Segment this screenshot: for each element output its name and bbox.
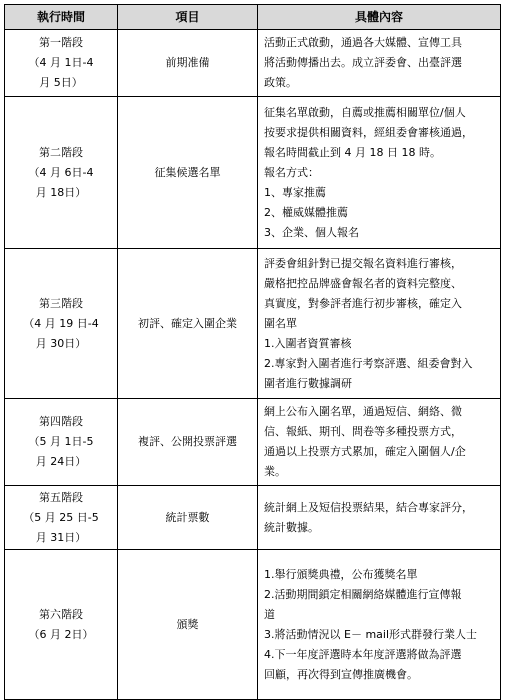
stage-date: （6 月 2日） [28,627,94,641]
detail-line: 活動正式啟動，通過各大媒體、宣傳工具 [264,36,462,49]
header-execution-time: 執行時間 [5,5,118,30]
detail-line: 征集名單啟動，自薦或推薦相關單位/個人 [264,105,466,119]
table-row [5,97,501,249]
stage-label: 第五階段 [39,490,83,504]
detail-line: 將活動傳播出去。成立評委會、出臺評選 [264,56,462,69]
detail-line: 2.專家對入圍者進行考察評選、組委會對入 [264,356,473,370]
detail-line: 業。 [264,465,286,478]
table-row [5,399,501,486]
detail-line: 2.活動期間鎖定相關網絡媒體進行宣傳報 [264,587,462,601]
stage-date: （4 月 19 日-4 [23,316,99,330]
detail-line: 圍名單 [264,316,297,330]
table-row [5,249,501,399]
table-row [5,486,501,550]
detail-line: 評委會組針對已提交報名資料進行審核， [264,256,462,270]
detail-cell [258,399,501,486]
stage-date: 月 5日） [39,76,83,89]
detail-line: 報名方式： [264,165,319,179]
stage-date: （5 月 1日-5 [28,435,94,448]
item-cell: 複評、公開投票評選 [118,399,258,486]
detail-line: 圍者進行數據調研 [264,376,352,390]
detail-cell [258,30,501,97]
stage-label: 第二階段 [39,145,83,159]
detail-line: 3.將活動情況以 E－ mail形式群發行業人士 [264,627,478,641]
detail-line: 嚴格把控品牌盛會報名者的資料完整度、 [264,276,462,290]
detail-line: 2、權威媒體推薦 [264,205,348,219]
detail-line: 4.下一年度評選時本年度評選將做為評選 [264,647,462,661]
header-details: 具體內容 [258,5,501,30]
detail-line: 回顧，再次得到宣傳推廣機會。 [264,667,418,681]
stage-date: 月 18日） [35,185,87,199]
detail-cell [258,97,501,249]
detail-line: 統計網上及短信投票結果，結合專家評分， [264,500,473,514]
detail-line: 道 [264,607,275,621]
stage-label: 第一階段 [39,36,83,49]
item-cell: 統計票數 [118,486,258,550]
detail-line: 報名時間截止到 4 月 18 日 18 時。 [264,145,441,159]
detail-line: 信、報紙、期刊、問卷等多種投票方式， [264,425,462,438]
stage-date: 月 24日） [35,455,87,468]
detail-line: 真實度，對參評者進行初步審核，確定入 [264,296,462,310]
stage-cell [5,550,118,700]
detail-line: 1.舉行頒獎典禮，公布獲獎名單 [264,567,418,581]
stage-cell [5,30,118,97]
stage-label: 第六階段 [39,607,83,621]
header-item: 項目 [118,5,258,30]
table-row [5,550,501,700]
item-cell: 前期准備 [118,30,258,97]
detail-cell [258,486,501,550]
detail-line: 網上公布入圍名單，通過短信、網絡、微 [264,405,462,418]
item-cell: 頒獎 [118,550,258,700]
detail-line: 1、專家推薦 [264,185,326,199]
detail-line: 3、企業、個人報名 [264,225,359,239]
stage-date: 月 31日） [35,530,87,544]
stage-cell [5,249,118,399]
stage-date: （4 月 6日-4 [28,165,94,179]
stage-label: 第三階段 [39,296,83,310]
detail-line: 按要求提供相關資料，經組委會審核通過， [264,125,473,139]
stage-cell [5,97,118,249]
detail-line: 通過以上投票方式累加，確定入圍個人/企 [264,445,466,458]
detail-line: 政策。 [264,76,297,89]
table-row [5,30,501,97]
stage-date: （4 月 1日-4 [28,56,94,69]
header-row [5,5,501,30]
stage-label: 第四階段 [39,415,83,428]
stage-date: 月 30日） [35,336,87,350]
item-cell: 初評、確定入圍企業 [118,249,258,399]
detail-cell [258,550,501,700]
item-cell: 征集候選名單 [118,97,258,249]
detail-line: 1.入圍者資質審核 [264,336,352,350]
detail-line: 統計數據。 [264,520,319,534]
schedule-table [4,4,501,700]
detail-cell [258,249,501,399]
stage-cell [5,486,118,550]
stage-cell [5,399,118,486]
stage-date: （5 月 25 日-5 [23,510,99,524]
